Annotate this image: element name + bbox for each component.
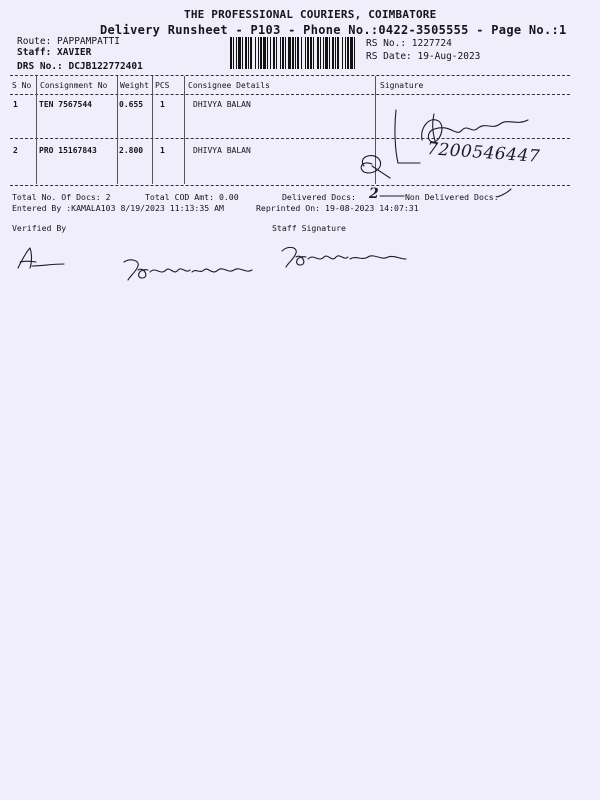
barcode-bar [325,37,328,69]
total-cod: Total COD Amt: 0.00 [145,192,239,202]
barcode-bar [301,37,302,69]
column-divider [184,76,185,184]
barcode-bar [236,37,237,69]
row2-consignment: PRO 15167843 [39,146,97,155]
staff-signature-scrawl-1 [120,256,260,286]
table-top-rule [10,75,570,76]
non-delivered-docs-label: Non Delivered Docs: [405,192,499,202]
row2-consignee: DHIVYA BALAN [193,146,251,155]
row1-consignment: TEN 7567544 [39,100,92,109]
dash-mark [370,190,410,202]
barcode-bar [332,37,334,69]
total-docs: Total No. Of Docs: 2 [12,192,111,202]
delivered-docs-handwritten: 2 [369,186,379,202]
row2-weight: 2.800 [119,146,144,155]
barcode-bar [305,37,306,69]
barcode-bar [245,37,247,69]
delivered-docs-label: Delivered Docs: [282,192,356,202]
staff-signature-scrawl-2 [278,243,408,273]
barcode-bar [320,37,321,69]
row1-sno: 1 [13,100,18,109]
barcode-bar [233,37,234,69]
staff-label: Staff: XAVIER [17,47,92,58]
barcode-bar [307,37,309,69]
barcode-bar [230,37,232,69]
company-title: THE PROFESSIONAL COURIERS, COIMBATORE [184,8,437,21]
column-divider [36,76,37,184]
reprinted-on: Reprinted On: 19-08-2023 14:07:31 [256,203,419,213]
barcode-bar [347,37,349,69]
table-header-rule [10,94,570,95]
barcode-bar [267,37,268,69]
row2-sno: 2 [13,146,18,155]
barcode-bar [288,37,291,69]
barcode-bar [273,37,275,69]
handwritten-phone: 7200546447 [426,139,541,167]
rs-number: RS No.: 1227724 [366,38,452,49]
non-delivered-mark [495,185,525,205]
column-divider [152,76,153,184]
header-weight: Weight [120,81,149,90]
barcode-bar [263,37,266,69]
barcode-bar [337,37,339,69]
row1-consignee: DHIVYA BALAN [193,100,251,109]
barcode-bar [276,37,277,69]
barcode-bar [297,37,299,69]
barcode-bar [248,37,249,69]
barcode-bar [255,37,256,69]
barcode-bar [310,37,312,69]
row1-weight: 0.655 [119,100,144,109]
barcode-bar [260,37,262,69]
drs-number: DRS No.: DCJB122772401 [17,61,143,72]
header-pcs: PCS [155,81,170,90]
row1-pcs: 1 [160,100,165,109]
header-consignee: Consignee Details [188,81,270,90]
header-consignment: Consignment No [40,81,108,90]
barcode-bar [350,37,353,69]
barcode-bar [335,37,336,69]
barcode-bar [342,37,343,69]
barcode-bar [292,37,294,69]
barcode-bar [354,37,355,69]
column-divider [117,76,118,184]
barcode-bar [329,37,330,69]
verifier-signature [14,246,74,276]
barcode-bar [270,37,271,69]
staff-signature-label: Staff Signature [272,223,346,233]
barcode-bar [323,37,324,69]
barcode-bar [242,37,243,69]
header-sno: S No [12,81,32,90]
barcode-bar [280,37,281,69]
row2-pcs: 1 [160,146,165,155]
rs-date: RS Date: 19-Aug-2023 [366,51,481,62]
barcode [230,37,357,69]
runsheet-subtitle: Delivery Runsheet - P103 - Phone No.:0422-3505555 - Page No.:1 [100,23,567,37]
entered-by: Entered By :KAMALA103 8/19/2023 11:13:35 AM [12,203,224,213]
barcode-bar [282,37,284,69]
header-signature: Signature [380,81,424,90]
barcode-bar [250,37,252,69]
verified-by-label: Verified By [12,223,67,233]
barcode-bar [317,37,319,69]
barcode-bar [238,37,241,69]
route-label: Route: PAPPAMPATTI [17,36,120,47]
barcode-bar [345,37,346,69]
barcode-bar [285,37,286,69]
barcode-bar [295,37,296,69]
barcode-bar [258,37,259,69]
barcode-bar [313,37,314,69]
